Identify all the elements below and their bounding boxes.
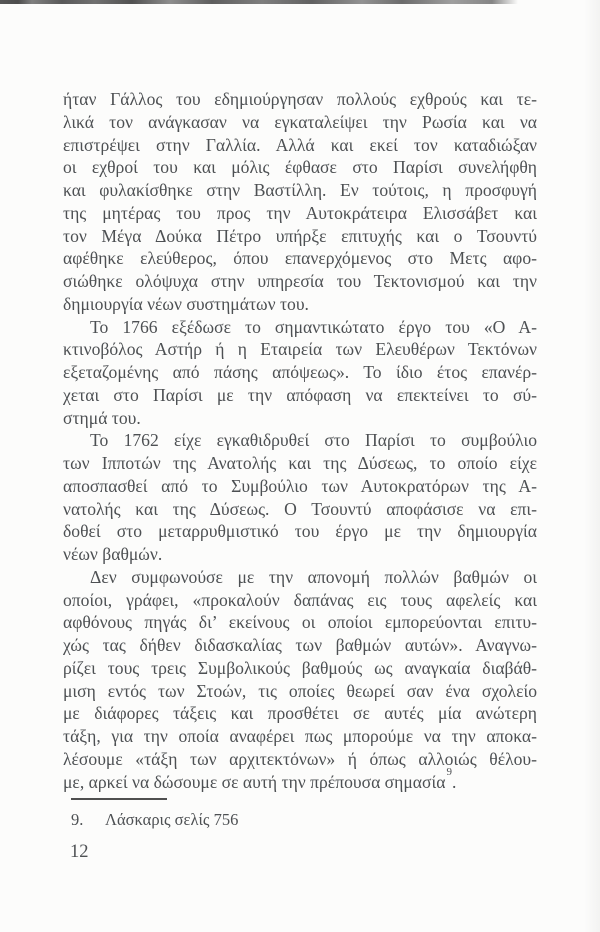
text-line: με διάφορες τάξεις και προσθέτει σε αυτές μία ανώτερη bbox=[63, 703, 537, 724]
text-line: στημά του. bbox=[63, 407, 141, 428]
text-line: αφθόνους πηγάς δι’ εκείνους οι οποίοι εμπορεύονται επιτυ- bbox=[63, 612, 537, 633]
text-line: οι εχθροί του και μόλις έφθασε στο Παρίσι συνελήφθη bbox=[63, 157, 537, 178]
text-line: εξεταζομένης από πάσης απόψεως». Το ίδιο έτος επανέρ- bbox=[63, 362, 537, 382]
footnote bbox=[71, 810, 238, 830]
footnote-number: 9. bbox=[71, 810, 84, 829]
text-line: λέσουμε «τάξη των αρχιτεκτόνων» ή όπως αλλοιώς θέλου- bbox=[63, 748, 537, 769]
text-line: οποίοι, γράφει, «προκαλούν δαπάνας εις τους αφελείς και bbox=[63, 589, 537, 610]
text-line: δημιουργία νέων συστημάτων του. bbox=[63, 293, 309, 314]
footnote-text: Λάσκαρις σελίς 756 bbox=[105, 810, 239, 829]
text-line: δοθεί στο μεταρρυθμιστικό του έργο με την δημιουργία bbox=[63, 521, 537, 542]
text-line: των Ιπποτών της Ανατολής και της Δύσεως, το οποίο είχε bbox=[63, 453, 537, 473]
text-line: τάξη, για την οποία αναφέρει πως μπορούμε να την αποκα- bbox=[63, 726, 537, 746]
footnote-divider bbox=[71, 798, 167, 800]
text-line: μιση εντός των Στοών, τις οποίες θεωρεί σαν ένα σχολείο bbox=[63, 680, 537, 701]
text-line: Το 1762 είχε εγκαθιδρυθεί στο Παρίσι το συμβούλιο bbox=[90, 430, 537, 451]
text-line: χώς τας δήθεν διδασκαλίας των βαθμών αυτών». Αναγνω- bbox=[63, 635, 537, 655]
text-line: κτινοβόλος Αστήρ ή η Εταιρεία των Ελευθέρων Τεκτόνων bbox=[63, 339, 537, 360]
text-line: τον Μέγα Δούκα Πέτρο υπήρξε επιτυχής και ο Τσουντύ bbox=[63, 225, 537, 246]
text-line: ρίζει τους τρεις Συμβολικούς βαθμούς ως αναγκαία διαβάθ- bbox=[63, 657, 537, 678]
text-line: με, αρκεί να δώσουμε σε αυτή την πρέπουσα σημασία$^9$. bbox=[63, 765, 457, 792]
page-right-shadow bbox=[584, 0, 600, 932]
text-line: Το 1766 εξέδωσε το σημαντικώτατο έργο του «Ο Α- bbox=[90, 316, 537, 337]
text-line: σιώθηκε ολόψυχα στην υπηρεσία του Τεκτονισμού και την bbox=[63, 271, 537, 291]
text-line: Δεν συμφωνούσε με την απονομή πολλών βαθμών οι bbox=[90, 566, 537, 587]
text-line: επιστρέψει στην Γαλλία. Αλλά και εκεί τον καταδιώξαν bbox=[63, 134, 537, 155]
text-line: ήταν Γάλλος του εδημιούργησαν πολλούς εχθρούς και τε- bbox=[63, 89, 537, 109]
footnote-ref: 9 bbox=[446, 765, 452, 778]
text-line: και φυλακίσθηκε στην Βαστίλλη. Εν τούτοις, η προσφυγή bbox=[63, 180, 537, 200]
text-block bbox=[63, 88, 537, 793]
text-line: νέων βαθμών. bbox=[63, 544, 163, 564]
scan-edge-artifact bbox=[0, 0, 518, 4]
text-line: χεται στο Παρίσι με την απόφαση να επεκτείνει το σύ- bbox=[63, 384, 537, 405]
text-line: νατολής και της Δύσεως. Ο Τσουντύ αποφάσισε να επι- bbox=[63, 498, 537, 519]
text-line: λικά τον ανάγκασαν να εγκαταλείψει την Ρωσία και να bbox=[63, 111, 537, 132]
text-line: αποσπασθεί από το Συμβούλιο των Αυτοκρατόρων της Α- bbox=[63, 475, 537, 496]
page-number: 12 bbox=[70, 842, 89, 862]
text-line: της μητέρας του προς την Αυτοκράτειρα Ελισσάβετ και bbox=[63, 202, 537, 223]
text-line: αφέθηκε ελεύθερος, όπου επανερχόμενος στο Μετς αφο- bbox=[63, 248, 537, 269]
